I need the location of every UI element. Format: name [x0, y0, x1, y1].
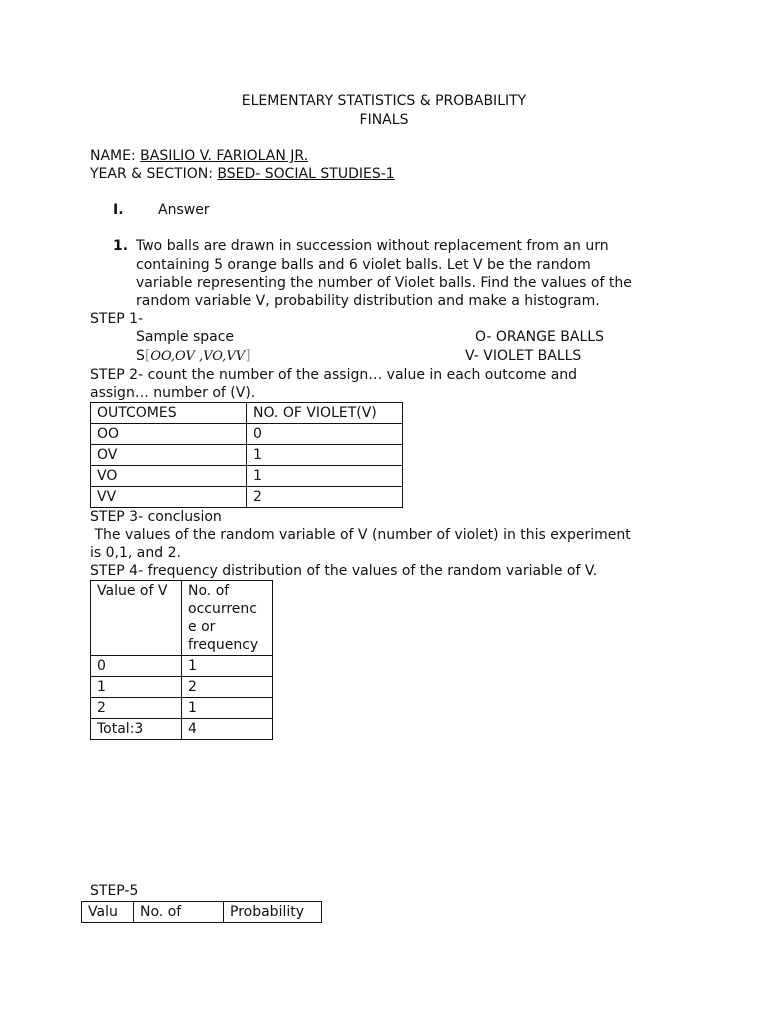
- table-header-cell: Probability: [224, 902, 322, 923]
- table-row: [91, 677, 273, 698]
- table-cell: 0: [247, 424, 403, 445]
- question-line: Two balls are drawn in succession without replacement from an urn: [136, 238, 609, 254]
- step1-label: STEP 1-: [90, 311, 144, 327]
- table-header-row: [91, 403, 403, 424]
- header-line: e or: [188, 619, 216, 635]
- step5-label: STEP-5: [90, 883, 139, 899]
- question-line: variable representing the number of Violet balls. Find the values of the: [136, 275, 632, 291]
- table-cell: 1: [182, 698, 273, 719]
- table-header-row: [91, 581, 273, 656]
- sample-space-label: Sample space: [136, 329, 235, 345]
- section-line: [90, 165, 395, 183]
- question-line: random variable V, probability distribution and make a histogram.: [136, 293, 600, 309]
- table-header-cell: OUTCOMES: [91, 403, 247, 424]
- header-line: occurrenc: [188, 601, 257, 617]
- question-number: 1.: [113, 238, 129, 254]
- step2-line: assign… number of (V).: [90, 385, 256, 401]
- table-header-cell: Value of V: [91, 581, 182, 656]
- table-row: [91, 719, 273, 740]
- table-cell: 1: [91, 677, 182, 698]
- question-line: containing 5 orange balls and 6 violet balls. Let V be the random: [136, 257, 591, 273]
- table-header-cell: No. of: [134, 902, 224, 923]
- table-cell: VV: [91, 487, 247, 508]
- name-line: [90, 147, 308, 165]
- table-header-cell: NO. OF VIOLET(V): [247, 403, 403, 424]
- document-subtitle: FINALS: [359, 112, 409, 128]
- frequency-table: [90, 580, 273, 740]
- step3-label: STEP 3- conclusion: [90, 509, 222, 525]
- document-title: ELEMENTARY STATISTICS & PROBABILITY: [241, 93, 527, 109]
- table-row: [91, 424, 403, 445]
- step3-line: The values of the random variable of V (number of violet) in this experiment: [90, 527, 631, 543]
- step3-line: is 0,1, and 2.: [90, 545, 181, 561]
- header-line: frequency: [188, 637, 259, 653]
- table-cell: OO: [91, 424, 247, 445]
- table-row: [91, 466, 403, 487]
- table-cell: 4: [182, 719, 273, 740]
- table-cell: VO: [91, 466, 247, 487]
- table-row: [91, 698, 273, 719]
- legend-orange: O- ORANGE BALLS: [475, 329, 604, 345]
- table-cell: OV: [91, 445, 247, 466]
- table-header-cell: Valu: [82, 902, 134, 923]
- table-row: [91, 487, 403, 508]
- part-numeral: I.: [113, 202, 124, 218]
- table-cell: 0: [91, 656, 182, 677]
- table-cell: 1: [182, 656, 273, 677]
- table-cell: 2: [247, 487, 403, 508]
- header-line: No. of: [188, 583, 230, 599]
- table-cell: 2: [182, 677, 273, 698]
- table-cell: 2: [91, 698, 182, 719]
- table-cell: Total:3: [91, 719, 182, 740]
- name-label: NAME:: [90, 148, 136, 164]
- section-label: YEAR & SECTION:: [90, 166, 213, 182]
- sample-space-set: S[OO,OV ,VO,VV]: [136, 348, 251, 364]
- name-value: BASILIO V. FARIOLAN JR.: [140, 148, 309, 164]
- table-row: [91, 445, 403, 466]
- legend-violet: V- VIOLET BALLS: [465, 348, 582, 364]
- part-label: Answer: [158, 202, 210, 218]
- probability-table: [81, 901, 322, 923]
- set-elements: OO,OV ,VO,VV: [150, 349, 246, 364]
- outcomes-table: [90, 402, 403, 508]
- set-prefix: S: [136, 348, 145, 364]
- table-cell: 1: [247, 445, 403, 466]
- table-row: [91, 656, 273, 677]
- table-cell: 1: [247, 466, 403, 487]
- step4-label: STEP 4- frequency distribution of the values of the random variable of V.: [90, 563, 598, 579]
- table-header-cell: [182, 581, 273, 656]
- section-value: BSED- SOCIAL STUDIES-1: [217, 166, 395, 182]
- table-header-row: [82, 902, 322, 923]
- step2-line: STEP 2- count the number of the assign… value in each outcome and: [90, 367, 578, 383]
